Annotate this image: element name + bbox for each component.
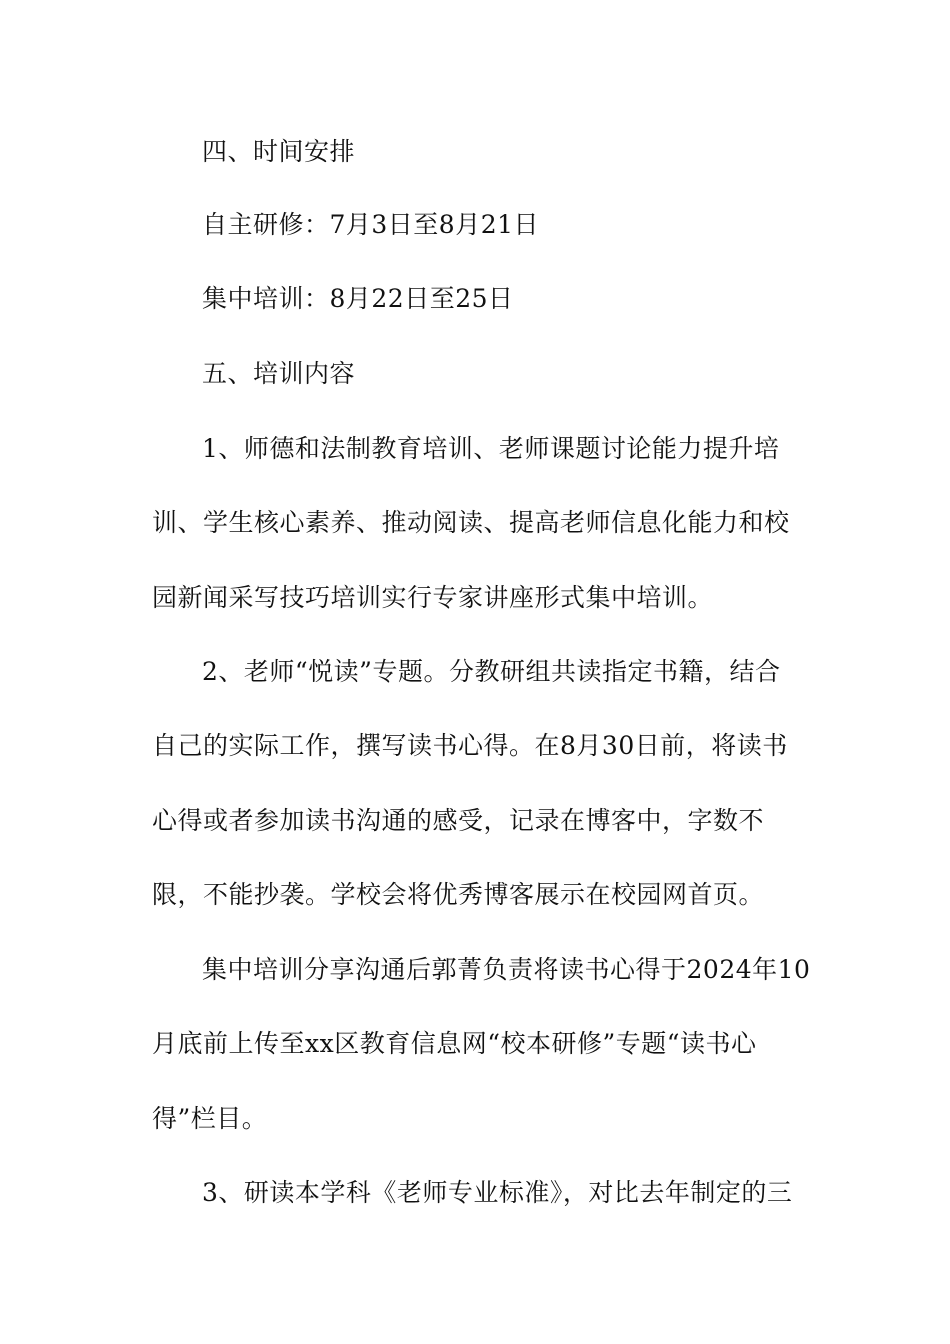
paragraph-line: 2、老师“悦读”专题。分教研组共读指定书籍，结合 xyxy=(202,657,781,686)
paragraph-line: 园新闻采写技巧培训实行专家讲座形式集中培训。 xyxy=(152,583,714,612)
centralized-training-period: 集中培训：8月22日至25日 xyxy=(202,284,514,313)
paragraph-line: 训、学生核心素养、推动阅读、提高老师信息化能力和校 xyxy=(152,508,790,537)
paragraph-line: 3、研读本学科《老师专业标准》，对比去年制定的三 xyxy=(202,1178,793,1207)
paragraph-line: 1、师德和法制教育培训、老师课题讨论能力提升培 xyxy=(202,434,780,463)
paragraph-line: 自己的实际工作，撰写读书心得。在8月30日前，将读书 xyxy=(152,731,788,760)
section-heading-schedule: 四、时间安排 xyxy=(202,137,356,166)
self-study-period: 自主研修：7月3日至8月21日 xyxy=(202,210,540,239)
paragraph-line: 限，不能抄袭。学校会将优秀博客展示在校园网首页。 xyxy=(152,880,765,909)
paragraph-line: 集中培训分享沟通后郭菁负责将读书心得于2024年10 xyxy=(202,955,811,984)
paragraph-line: 得”栏目。 xyxy=(152,1104,268,1133)
paragraph-line: 心得或者参加读书沟通的感受，记录在博客中，字数不 xyxy=(152,806,765,835)
section-heading-content: 五、培训内容 xyxy=(202,359,356,388)
paragraph-line: 月底前上传至xx区教育信息网“校本研修”专题“读书心 xyxy=(152,1029,757,1058)
